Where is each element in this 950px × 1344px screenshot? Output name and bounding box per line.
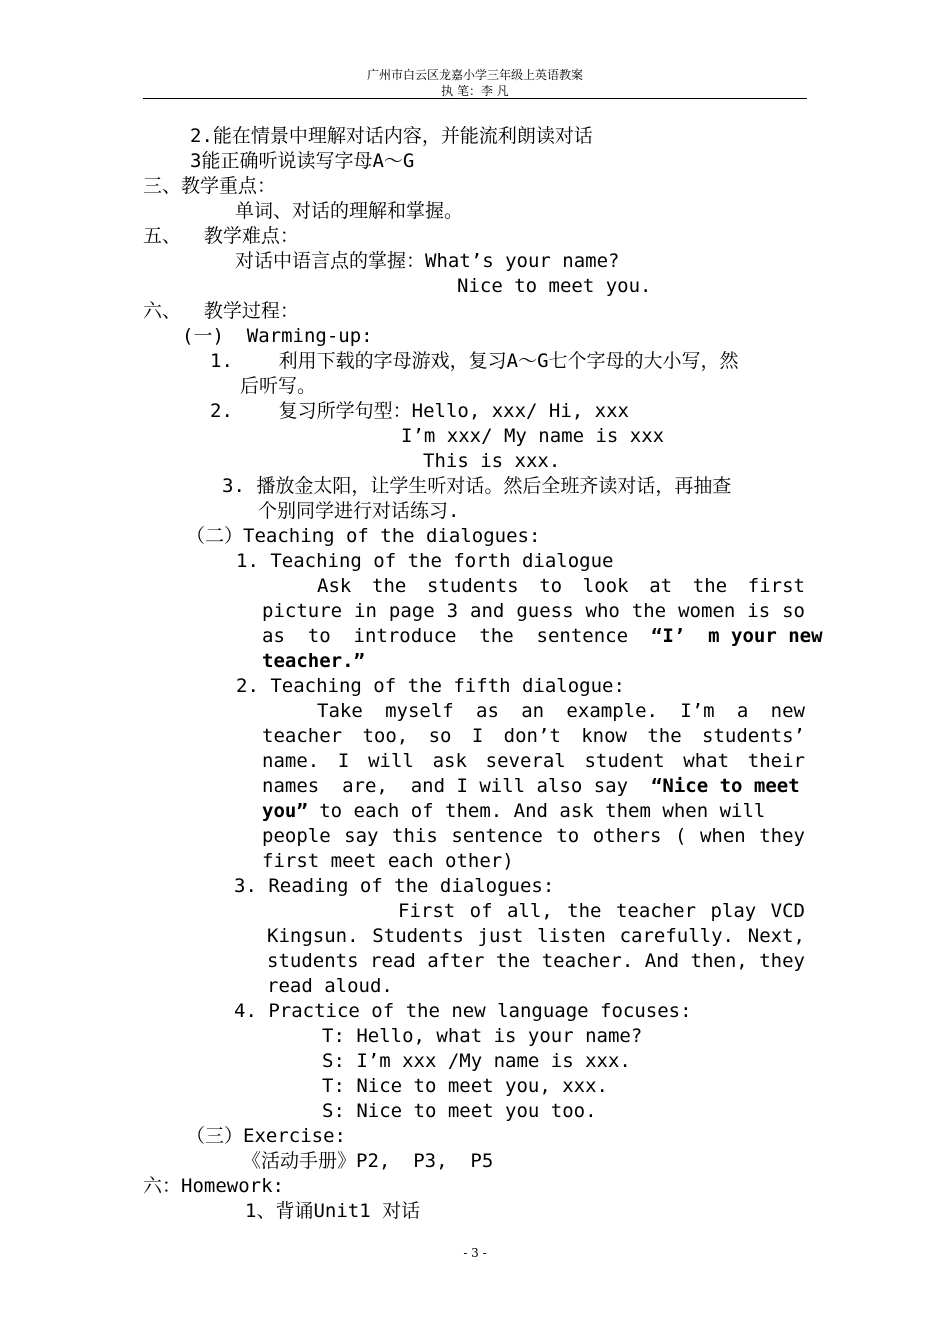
warmup-item-3-line-2: 个别同学进行对话练习. xyxy=(258,500,460,522)
teaching-sub-2-line-5-text: to each of them. And ask them when will xyxy=(307,800,766,822)
goal-2: 2.能在情景中理解对话内容，并能流利朗读对话 xyxy=(190,125,593,147)
practice-line-2: S: I’m xxx /My name is xxx. xyxy=(322,1050,631,1072)
teaching-sub-1-line-2: picture in page 3 and guess who the women is so xyxy=(262,600,805,622)
exercise-heading: （三）Exercise: xyxy=(186,1125,346,1147)
document-header-author: 执 笔：李 凡 xyxy=(441,84,509,98)
practice-line-1: T: Hello, what is your name? xyxy=(322,1025,643,1047)
teaching-sub-3-line-3: students read after the teacher. And then, they xyxy=(267,950,805,972)
warmup-item-3-line-1: 3. 播放金太阳，让学生听对话。然后全班齐读对话，再抽查 xyxy=(222,475,732,497)
homework-line: 1、背诵Unit1 对话 xyxy=(245,1200,421,1222)
warmup-item-2-line-1: 2. 复习所学句型：Hello, xxx/ Hi, xxx xyxy=(210,400,629,422)
page-number: - 3 - xyxy=(463,1246,487,1260)
teaching-sub-2-line-4 xyxy=(262,774,800,798)
difficulty-line-2: Nice to meet you. xyxy=(457,275,652,297)
homework-heading: 六：Homework: xyxy=(143,1175,284,1197)
teaching-sub-2-line-5 xyxy=(262,799,765,823)
teaching-sub-2-line-1: Take myself as an example. I’m a new xyxy=(317,700,805,722)
teaching-sub-2-line-6: people say this sentence to others ( when they xyxy=(262,825,805,847)
teaching-sub-3-line-1: First of all, the teacher play VCD xyxy=(398,900,805,922)
teaching-sub-2-heading: 2. Teaching of the fifth dialogue: xyxy=(236,675,625,697)
document-header-title: 广州市白云区龙嘉小学三年级上英语教案 xyxy=(366,68,583,82)
teaching-sub-2-line-3: name. I will ask several student what their xyxy=(262,750,805,772)
teaching-sub-1-line-3-text: as to introduce the sentence xyxy=(262,625,651,647)
teaching-sub-2-line-7: first meet each other) xyxy=(262,850,514,872)
teaching-heading: （二）Teaching of the dialogues: xyxy=(186,525,541,547)
teaching-sub-1-line-1: Ask the students to look at the first xyxy=(317,575,805,597)
difficulty-heading: 五、 教学难点： xyxy=(143,225,299,247)
teaching-sub-3-heading: 3. Reading of the dialogues: xyxy=(234,875,555,897)
teaching-sub-2-line-4-quote: “Nice to meet xyxy=(650,775,800,797)
teaching-sub-3-line-4: read aloud. xyxy=(267,975,393,997)
warmup-item-2-line-2: I’m xxx/ My name is xxx xyxy=(401,425,665,447)
teaching-sub-1-line-3-quote: “I’ m your new xyxy=(650,625,823,647)
warmup-item-2-line-3: This is xxx. xyxy=(423,450,561,472)
practice-line-3: T: Nice to meet you, xxx. xyxy=(322,1075,608,1097)
warmup-heading: (一) Warming-up: xyxy=(182,325,373,347)
teaching-sub-1-line-3 xyxy=(262,624,823,648)
difficulty-line-1: 对话中语言点的掌握：What’s your name? xyxy=(235,250,620,272)
header-rule xyxy=(143,98,807,99)
teaching-sub-4-heading: 4. Practice of the new language focuses: xyxy=(234,1000,692,1022)
teaching-sub-3-line-2: Kingsun. Students just listen carefully. Next, xyxy=(267,925,805,947)
teaching-sub-1-line-4 xyxy=(262,649,365,673)
teaching-sub-1-heading: 1. Teaching of the forth dialogue xyxy=(236,550,614,572)
teaching-sub-2-line-4-text: names are, and I will also say xyxy=(262,775,651,797)
warmup-item-1-line-2: 后听写。 xyxy=(240,375,317,397)
exercise-line: 《活动手册》P2, P3, P5 xyxy=(242,1150,494,1172)
teaching-sub-1-line-4-quote: teacher.” xyxy=(262,650,365,672)
practice-line-4: S: Nice to meet you too. xyxy=(322,1100,597,1122)
warmup-item-1-line-1: 1. 利用下载的字母游戏，复习A～G七个字母的大小写，然 xyxy=(210,350,739,372)
teaching-sub-2-line-2: teacher too, so I don’t know the students’ xyxy=(262,725,805,747)
teaching-sub-2-line-5-quote: you” xyxy=(262,800,308,822)
goal-3: 3能正确听说读写字母A～G xyxy=(190,150,415,172)
key-points-text: 单词、对话的理解和掌握。 xyxy=(235,200,464,222)
key-points-heading: 三、教学重点： xyxy=(143,175,277,197)
process-heading: 六、 教学过程： xyxy=(143,300,299,322)
